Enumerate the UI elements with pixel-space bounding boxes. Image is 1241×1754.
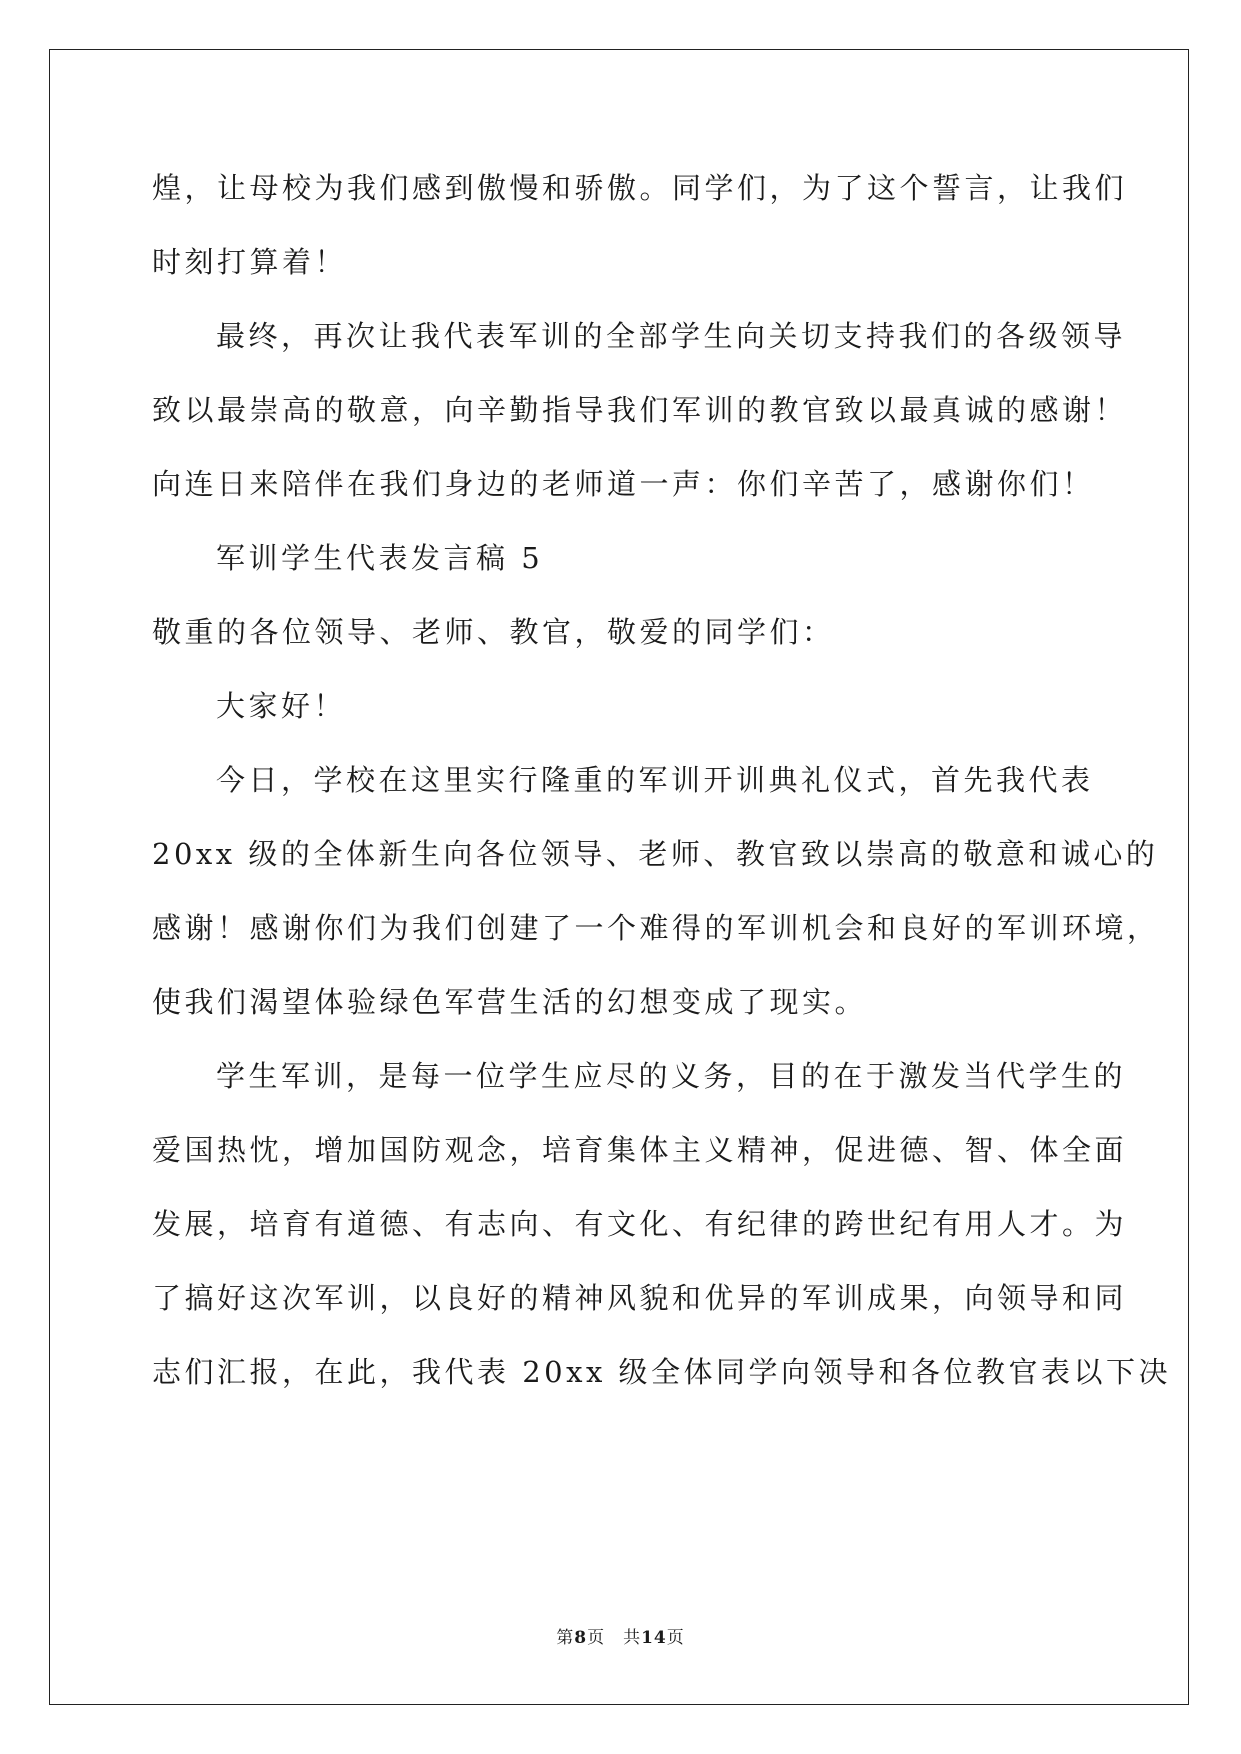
text-line: 煌，让母校为我们感到傲慢和骄傲。同学们，为了这个誓言，让我们 — [152, 171, 1128, 205]
greeting: 大家好！ — [216, 689, 347, 723]
text-line: 了搞好这次军训，以良好的精神风貌和优异的军训成果，向领导和同 — [152, 1281, 1128, 1315]
page-suffix: 页 — [587, 1628, 606, 1648]
page-prefix: 第 — [556, 1628, 575, 1648]
page-footer — [0, 1623, 1241, 1648]
text-line: 学生军训，是每一位学生应尽的义务，目的在于激发当代学生的 — [216, 1059, 1127, 1093]
document-body — [152, 168, 1172, 1426]
text-line: 今日，学校在这里实行隆重的军训开训典礼仪式，首先我代表 — [216, 763, 1094, 797]
text-line: 致以最崇高的敬意，向辛勤指导我们军训的教官致以最真诚的感谢！ — [152, 393, 1128, 427]
current-page-number: 8 — [574, 1628, 588, 1648]
text-line: 向连日来陪伴在我们身边的老师道一声：你们辛苦了，感谢你们！ — [152, 467, 1095, 501]
text-line: 最终，再次让我代表军训的全部学生向关切支持我们的各级领导 — [216, 319, 1127, 353]
text-line: 使我们渴望体验绿色军营生活的幻想变成了现实。 — [152, 985, 868, 1019]
text-line: 时刻打算着！ — [152, 245, 348, 279]
section-heading: 军训学生代表发言稿 5 — [216, 541, 544, 575]
total-suffix: 页 — [666, 1628, 685, 1648]
text-line: 志们汇报，在此，我代表 20xx 级全体同学向领导和各位教官表以下决 — [152, 1355, 1172, 1389]
total-prefix: 共 — [623, 1628, 642, 1648]
text-line: 爱国热忱，增加国防观念，培育集体主义精神，促进德、智、体全面 — [152, 1133, 1128, 1167]
text-line: 感谢！感谢你们为我们创建了一个难得的军训机会和良好的军训环境， — [152, 911, 1160, 945]
total-pages-number: 14 — [641, 1628, 667, 1648]
text-line: 发展，培育有道德、有志向、有文化、有纪律的跨世纪有用人才。为 — [152, 1207, 1128, 1241]
salutation: 敬重的各位领导、老师、教官，敬爱的同学们： — [152, 615, 835, 649]
text-line: 20xx 级的全体新生向各位领导、老师、教官致以崇高的敬意和诚心的 — [152, 837, 1159, 871]
